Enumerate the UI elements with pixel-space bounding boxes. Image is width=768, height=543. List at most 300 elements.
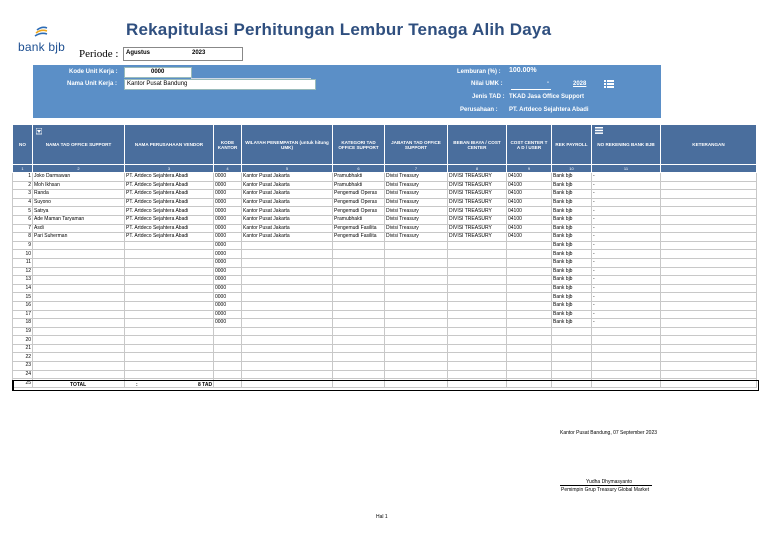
cell-jabatan[interactable]	[385, 327, 448, 336]
cell-wilayah[interactable]: Kantor Pusat Jakarta	[242, 215, 333, 224]
cell-cc[interactable]: 04100	[507, 190, 552, 199]
nama-unit-field[interactable]	[124, 79, 316, 90]
cell-kategori[interactable]	[333, 336, 385, 345]
cell-kategori[interactable]	[333, 250, 385, 259]
cell-jabatan[interactable]	[385, 241, 448, 250]
cell-no[interactable]: 19	[13, 327, 33, 336]
cell-nama[interactable]	[33, 293, 125, 302]
cell-kategori[interactable]: Pengemudi Operas	[333, 190, 385, 199]
cell-nama[interactable]: Satrya	[33, 207, 125, 216]
cell-rek[interactable]: Bank bjb	[552, 276, 592, 285]
cell-jabatan[interactable]: Divisi Treasury	[385, 224, 448, 233]
cell-cc[interactable]	[507, 250, 552, 259]
cell-vendor[interactable]: PT. Artdeco Sejahtera Abadi	[125, 233, 214, 242]
cell-ket[interactable]	[661, 233, 757, 242]
cell-kode[interactable]: 0000	[214, 224, 242, 233]
cell-jabatan[interactable]: Divisi Treasury	[385, 190, 448, 199]
cell-norek[interactable]: -	[592, 301, 661, 310]
table-row[interactable]	[13, 276, 757, 285]
cell-ket[interactable]	[661, 207, 757, 216]
cell-beban[interactable]	[448, 362, 507, 371]
cell-kode[interactable]: 0000	[214, 319, 242, 328]
cell-wilayah[interactable]	[242, 319, 333, 328]
cell-vendor[interactable]	[125, 276, 214, 285]
cell-cc[interactable]	[507, 276, 552, 285]
cell-rek[interactable]: Bank bjb	[552, 267, 592, 276]
cell-wilayah[interactable]	[242, 336, 333, 345]
table-row[interactable]	[13, 327, 757, 336]
cell-vendor[interactable]: PT. Artdeco Sejahtera Abadi	[125, 181, 214, 190]
col-nama[interactable]	[33, 125, 125, 165]
cell-cc[interactable]	[507, 301, 552, 310]
cell-beban[interactable]: DIVISI TREASURY	[448, 207, 507, 216]
cell-kategori[interactable]	[333, 353, 385, 362]
cell-wilayah[interactable]	[242, 370, 333, 379]
cell-rek[interactable]: Bank bjb	[552, 301, 592, 310]
cell-cc[interactable]	[507, 241, 552, 250]
table-row[interactable]	[13, 336, 757, 345]
cell-cc[interactable]	[507, 319, 552, 328]
cell-norek[interactable]: -	[592, 233, 661, 242]
cell-vendor[interactable]	[125, 301, 214, 310]
cell-nama[interactable]: Randa	[33, 190, 125, 199]
table-row[interactable]	[13, 250, 757, 259]
cell-jabatan[interactable]	[385, 276, 448, 285]
cell-kode[interactable]: 0000	[214, 181, 242, 190]
cell-ket[interactable]	[661, 310, 757, 319]
cell-beban[interactable]	[448, 276, 507, 285]
cell-vendor[interactable]	[125, 310, 214, 319]
table-row[interactable]	[13, 198, 757, 207]
table-row[interactable]	[13, 301, 757, 310]
cell-beban[interactable]: DIVISI TREASURY	[448, 198, 507, 207]
cell-vendor[interactable]	[125, 250, 214, 259]
cell-jabatan[interactable]	[385, 267, 448, 276]
cell-kategori[interactable]	[333, 258, 385, 267]
cell-wilayah[interactable]: Kantor Pusat Jakarta	[242, 198, 333, 207]
cell-vendor[interactable]: PT. Artdeco Sejahtera Abadi	[125, 190, 214, 199]
cell-norek[interactable]: -	[592, 267, 661, 276]
table-row[interactable]	[13, 233, 757, 242]
cell-cc[interactable]: 04100	[507, 207, 552, 216]
cell-no[interactable]: 21	[13, 344, 33, 353]
cell-vendor[interactable]	[125, 370, 214, 379]
cell-ket[interactable]	[661, 370, 757, 379]
cell-kode[interactable]	[214, 327, 242, 336]
cell-cc[interactable]	[507, 310, 552, 319]
cell-rek[interactable]: Bank bjb	[552, 207, 592, 216]
cell-no[interactable]: 12	[13, 267, 33, 276]
cell-cc[interactable]: 04100	[507, 198, 552, 207]
cell-cc[interactable]: 04100	[507, 224, 552, 233]
table-row[interactable]	[13, 215, 757, 224]
cell-ket[interactable]	[661, 293, 757, 302]
cell-beban[interactable]: DIVISI TREASURY	[448, 215, 507, 224]
cell-rek[interactable]: Bank bjb	[552, 233, 592, 242]
cell-no[interactable]: 11	[13, 258, 33, 267]
cell-nama[interactable]	[33, 310, 125, 319]
cell-wilayah[interactable]	[242, 284, 333, 293]
cell-vendor[interactable]	[125, 319, 214, 328]
cell-norek[interactable]: -	[592, 173, 661, 182]
cell-ket[interactable]	[661, 267, 757, 276]
cell-kode[interactable]: 0000	[214, 241, 242, 250]
cell-rek[interactable]: Bank bjb	[552, 173, 592, 182]
cell-cc[interactable]	[507, 293, 552, 302]
cell-ket[interactable]	[661, 181, 757, 190]
cell-rek[interactable]	[552, 344, 592, 353]
cell-kategori[interactable]	[333, 267, 385, 276]
cell-cc[interactable]	[507, 344, 552, 353]
cell-beban[interactable]	[448, 241, 507, 250]
table-row[interactable]	[13, 173, 757, 182]
cell-rek[interactable]	[552, 362, 592, 371]
cell-ket[interactable]	[661, 327, 757, 336]
cell-beban[interactable]	[448, 319, 507, 328]
cell-cc[interactable]	[507, 267, 552, 276]
cell-kategori[interactable]: Pengemudi Fasilita	[333, 224, 385, 233]
cell-jabatan[interactable]	[385, 370, 448, 379]
cell-vendor[interactable]	[125, 327, 214, 336]
cell-beban[interactable]	[448, 344, 507, 353]
cell-vendor[interactable]	[125, 336, 214, 345]
cell-rek[interactable]	[552, 353, 592, 362]
cell-no[interactable]: 18	[13, 319, 33, 328]
cell-rek[interactable]: Bank bjb	[552, 241, 592, 250]
cell-nama[interactable]	[33, 276, 125, 285]
cell-kode[interactable]	[214, 370, 242, 379]
cell-kode[interactable]	[214, 336, 242, 345]
cell-no[interactable]: 7	[13, 224, 33, 233]
table-row[interactable]	[13, 353, 757, 362]
cell-ket[interactable]	[661, 276, 757, 285]
cell-kategori[interactable]	[333, 319, 385, 328]
cell-beban[interactable]	[448, 336, 507, 345]
cell-kode[interactable]	[214, 353, 242, 362]
cell-ket[interactable]	[661, 336, 757, 345]
cell-beban[interactable]: DIVISI TREASURY	[448, 224, 507, 233]
cell-no[interactable]: 15	[13, 293, 33, 302]
cell-kode[interactable]: 0000	[214, 207, 242, 216]
cell-jabatan[interactable]	[385, 250, 448, 259]
cell-vendor[interactable]: PT. Artdeco Sejahtera Abadi	[125, 215, 214, 224]
cell-ket[interactable]	[661, 224, 757, 233]
table-row[interactable]	[13, 190, 757, 199]
cell-norek[interactable]	[592, 353, 661, 362]
cell-rek[interactable]	[552, 336, 592, 345]
cell-beban[interactable]	[448, 258, 507, 267]
cell-jabatan[interactable]	[385, 284, 448, 293]
cell-vendor[interactable]	[125, 258, 214, 267]
cell-nama[interactable]	[33, 353, 125, 362]
cell-vendor[interactable]: PT. Artdeco Sejahtera Abadi	[125, 173, 214, 182]
cell-jabatan[interactable]: Divisi Treasury	[385, 173, 448, 182]
cell-jabatan[interactable]	[385, 319, 448, 328]
cell-no[interactable]: 20	[13, 336, 33, 345]
cell-vendor[interactable]	[125, 267, 214, 276]
cell-beban[interactable]: DIVISI TREASURY	[448, 173, 507, 182]
cell-jabatan[interactable]: Divisi Treasury	[385, 198, 448, 207]
cell-jabatan[interactable]	[385, 293, 448, 302]
cell-nama[interactable]	[33, 319, 125, 328]
cell-ket[interactable]	[661, 198, 757, 207]
cell-rek[interactable]: Bank bjb	[552, 190, 592, 199]
cell-ket[interactable]	[661, 190, 757, 199]
cell-rek[interactable]: Bank bjb	[552, 319, 592, 328]
cell-wilayah[interactable]	[242, 310, 333, 319]
periode-field[interactable]	[123, 47, 243, 61]
cell-no[interactable]: 3	[13, 190, 33, 199]
cell-wilayah[interactable]	[242, 301, 333, 310]
cell-kategori[interactable]	[333, 241, 385, 250]
cell-jabatan[interactable]	[385, 344, 448, 353]
cell-vendor[interactable]: PT. Artdeco Sejahtera Abadi	[125, 207, 214, 216]
cell-norek[interactable]: -	[592, 241, 661, 250]
cell-wilayah[interactable]: Kantor Pusat Jakarta	[242, 224, 333, 233]
cell-norek[interactable]: -	[592, 250, 661, 259]
cell-nama[interactable]: Pari Suherman	[33, 233, 125, 242]
cell-kategori[interactable]: Pramubhakti	[333, 215, 385, 224]
cell-ket[interactable]	[661, 284, 757, 293]
cell-cc[interactable]	[507, 362, 552, 371]
cell-beban[interactable]	[448, 267, 507, 276]
cell-no[interactable]: 2	[13, 181, 33, 190]
cell-beban[interactable]	[448, 284, 507, 293]
cell-kode[interactable]: 0000	[214, 310, 242, 319]
cell-nama[interactable]	[33, 336, 125, 345]
cell-rek[interactable]: Bank bjb	[552, 198, 592, 207]
cell-rek[interactable]: Bank bjb	[552, 310, 592, 319]
cell-jabatan[interactable]: Divisi Treasury	[385, 207, 448, 216]
cell-kode[interactable]: 0000	[214, 250, 242, 259]
cell-kategori[interactable]	[333, 362, 385, 371]
cell-vendor[interactable]: PT. Artdeco Sejahtera Abadi	[125, 224, 214, 233]
cell-cc[interactable]	[507, 327, 552, 336]
cell-kode[interactable]: 0000	[214, 190, 242, 199]
cell-kategori[interactable]	[333, 276, 385, 285]
cell-beban[interactable]	[448, 353, 507, 362]
cell-nama[interactable]	[33, 301, 125, 310]
cell-kode[interactable]: 0000	[214, 173, 242, 182]
cell-wilayah[interactable]: Kantor Pusat Jakarta	[242, 233, 333, 242]
cell-jabatan[interactable]	[385, 362, 448, 371]
cell-vendor[interactable]	[125, 362, 214, 371]
cell-wilayah[interactable]	[242, 267, 333, 276]
cell-kategori[interactable]: Pramubhakti	[333, 173, 385, 182]
cell-norek[interactable]: -	[592, 224, 661, 233]
cell-jabatan[interactable]	[385, 301, 448, 310]
cell-no[interactable]: 25	[13, 379, 33, 388]
cell-kategori[interactable]	[333, 293, 385, 302]
cell-norek[interactable]: -	[592, 284, 661, 293]
cell-no[interactable]: 6	[13, 215, 33, 224]
cell-vendor[interactable]	[125, 344, 214, 353]
cell-beban[interactable]	[448, 310, 507, 319]
cell-beban[interactable]: DIVISI TREASURY	[448, 190, 507, 199]
cell-wilayah[interactable]	[242, 353, 333, 362]
table-row[interactable]	[13, 241, 757, 250]
cell-wilayah[interactable]	[242, 327, 333, 336]
table-row[interactable]	[13, 284, 757, 293]
cell-rek[interactable]	[552, 370, 592, 379]
cell-nama[interactable]	[33, 241, 125, 250]
table-row[interactable]	[13, 181, 757, 190]
table-row[interactable]	[13, 293, 757, 302]
cell-kategori[interactable]	[333, 284, 385, 293]
cell-nama[interactable]	[33, 267, 125, 276]
cell-ket[interactable]	[661, 173, 757, 182]
cell-kategori[interactable]	[333, 370, 385, 379]
table-row[interactable]	[13, 310, 757, 319]
cell-kategori[interactable]: Pengemudi Fasilita	[333, 233, 385, 242]
cell-norek[interactable]: -	[592, 181, 661, 190]
cell-kode[interactable]: 0000	[214, 215, 242, 224]
cell-ket[interactable]	[661, 301, 757, 310]
cell-nama[interactable]: Suyono	[33, 198, 125, 207]
cell-cc[interactable]: 04100	[507, 233, 552, 242]
cell-beban[interactable]	[448, 301, 507, 310]
cell-ket[interactable]	[661, 250, 757, 259]
cell-cc[interactable]	[507, 353, 552, 362]
cell-jabatan[interactable]	[385, 258, 448, 267]
cell-norek[interactable]	[592, 370, 661, 379]
cell-no[interactable]: 14	[13, 284, 33, 293]
cell-jabatan[interactable]	[385, 336, 448, 345]
umk-field[interactable]	[511, 79, 551, 90]
cell-norek[interactable]: -	[592, 198, 661, 207]
table-row[interactable]	[13, 224, 757, 233]
cell-jabatan[interactable]: Divisi Treasury	[385, 233, 448, 242]
cell-beban[interactable]: DIVISI TREASURY	[448, 181, 507, 190]
cell-wilayah[interactable]: Kantor Pusat Jakarta	[242, 181, 333, 190]
cell-rek[interactable]	[552, 327, 592, 336]
cell-ket[interactable]	[661, 241, 757, 250]
cell-beban[interactable]: DIVISI TREASURY	[448, 233, 507, 242]
table-row[interactable]	[13, 362, 757, 371]
cell-rek[interactable]: Bank bjb	[552, 258, 592, 267]
cell-nama[interactable]	[33, 258, 125, 267]
cell-kode[interactable]: 0000	[214, 258, 242, 267]
cell-norek[interactable]: -	[592, 207, 661, 216]
cell-jabatan[interactable]	[385, 310, 448, 319]
cell-norek[interactable]: -	[592, 276, 661, 285]
cell-jabatan[interactable]: Divisi Treasury	[385, 181, 448, 190]
cell-wilayah[interactable]	[242, 250, 333, 259]
cell-vendor[interactable]	[125, 293, 214, 302]
cell-ket[interactable]	[661, 362, 757, 371]
cell-no[interactable]: 10	[13, 250, 33, 259]
cell-nama[interactable]	[33, 250, 125, 259]
cell-rek[interactable]: Bank bjb	[552, 181, 592, 190]
cell-rek[interactable]: Bank bjb	[552, 224, 592, 233]
cell-wilayah[interactable]: Kantor Pusat Jakarta	[242, 190, 333, 199]
cell-no[interactable]: 16	[13, 301, 33, 310]
cell-kategori[interactable]: Pengemudi Operas	[333, 198, 385, 207]
cell-no[interactable]: 9	[13, 241, 33, 250]
cell-beban[interactable]	[448, 370, 507, 379]
cell-beban[interactable]	[448, 293, 507, 302]
cell-nama[interactable]	[33, 362, 125, 371]
cell-nama[interactable]: Moh Ikhsan	[33, 181, 125, 190]
table-row[interactable]	[13, 319, 757, 328]
cell-wilayah[interactable]	[242, 362, 333, 371]
cell-norek[interactable]: -	[592, 293, 661, 302]
cell-kode[interactable]: 0000	[214, 233, 242, 242]
cell-vendor[interactable]	[125, 241, 214, 250]
cell-vendor[interactable]	[125, 284, 214, 293]
cell-nama[interactable]	[33, 370, 125, 379]
cell-kategori[interactable]	[333, 344, 385, 353]
cell-ket[interactable]	[661, 344, 757, 353]
cell-wilayah[interactable]	[242, 344, 333, 353]
cell-norek[interactable]: -	[592, 190, 661, 199]
cell-kode[interactable]: 0000	[214, 267, 242, 276]
cell-ket[interactable]	[661, 353, 757, 362]
table-row[interactable]	[13, 370, 757, 379]
cell-rek[interactable]: Bank bjb	[552, 284, 592, 293]
cell-kategori[interactable]	[333, 327, 385, 336]
cell-norek[interactable]: -	[592, 319, 661, 328]
cell-cc[interactable]	[507, 258, 552, 267]
cell-kode[interactable]	[214, 362, 242, 371]
cell-norek[interactable]	[592, 344, 661, 353]
cell-vendor[interactable]	[125, 353, 214, 362]
cell-kategori[interactable]: Pengemudi Operas	[333, 207, 385, 216]
cell-norek[interactable]	[592, 362, 661, 371]
cell-no[interactable]: 1	[13, 173, 33, 182]
table-row[interactable]	[13, 207, 757, 216]
cell-wilayah[interactable]: Kantor Pusat Jakarta	[242, 207, 333, 216]
cell-norek[interactable]: -	[592, 215, 661, 224]
cell-nama[interactable]: Asdi	[33, 224, 125, 233]
cell-nama[interactable]	[33, 327, 125, 336]
cell-wilayah[interactable]	[242, 241, 333, 250]
filter-icon[interactable]	[36, 128, 42, 136]
cell-beban[interactable]	[448, 250, 507, 259]
cell-kode[interactable]: 0000	[214, 198, 242, 207]
cell-ket[interactable]	[661, 258, 757, 267]
cell-nama[interactable]	[33, 344, 125, 353]
cell-kode[interactable]: 0000	[214, 284, 242, 293]
cell-kode[interactable]: 0000	[214, 276, 242, 285]
cell-nama[interactable]	[33, 284, 125, 293]
cell-no[interactable]: 8	[13, 233, 33, 242]
cell-no[interactable]: 23	[13, 362, 33, 371]
cell-jabatan[interactable]	[385, 353, 448, 362]
cell-kode[interactable]: 0000	[214, 293, 242, 302]
cell-wilayah[interactable]	[242, 258, 333, 267]
cell-beban[interactable]	[448, 327, 507, 336]
kode-unit-field[interactable]	[124, 67, 192, 78]
cell-cc[interactable]	[507, 284, 552, 293]
table-row[interactable]	[13, 258, 757, 267]
cell-kategori[interactable]	[333, 301, 385, 310]
cell-rek[interactable]: Bank bjb	[552, 293, 592, 302]
cell-no[interactable]: 5	[13, 207, 33, 216]
cell-wilayah[interactable]	[242, 293, 333, 302]
table-row[interactable]	[13, 267, 757, 276]
cell-kode[interactable]: 0000	[214, 301, 242, 310]
cell-nama[interactable]: Ade Maman Taryaman	[33, 215, 125, 224]
cell-rek[interactable]: Bank bjb	[552, 215, 592, 224]
cell-no[interactable]: 22	[13, 353, 33, 362]
cell-cc[interactable]	[507, 370, 552, 379]
cell-cc[interactable]	[507, 336, 552, 345]
cell-jabatan[interactable]: Divisi Treasury	[385, 215, 448, 224]
cell-cc[interactable]: 04100	[507, 215, 552, 224]
cell-norek[interactable]: -	[592, 258, 661, 267]
cell-no[interactable]: 4	[13, 198, 33, 207]
